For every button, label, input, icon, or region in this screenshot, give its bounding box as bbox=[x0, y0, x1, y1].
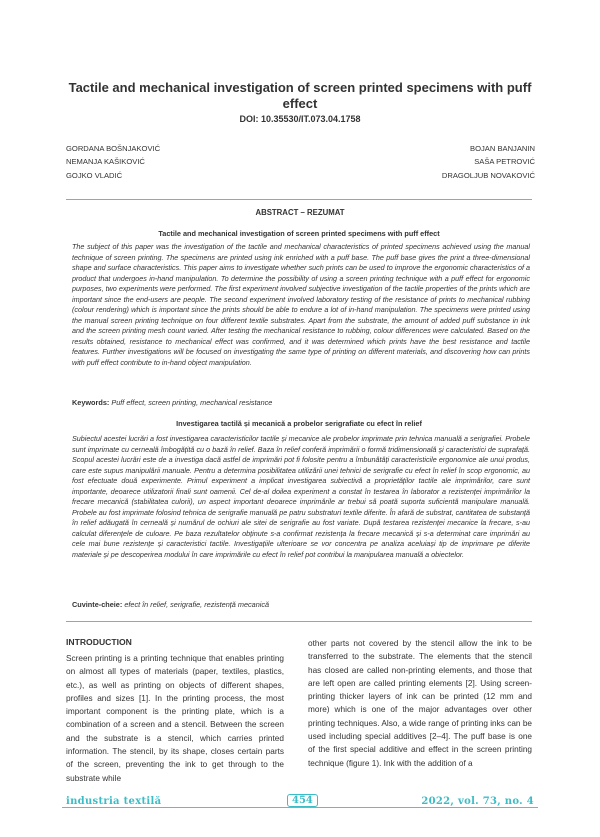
abstract-en-title: Tactile and mechanical investigation of screen printed specimens with puff effect bbox=[158, 229, 440, 238]
page-number: 454 bbox=[287, 794, 318, 807]
authors-right bbox=[442, 142, 535, 182]
issue-info: 2022, vol. 73, no. 4 bbox=[415, 796, 534, 807]
author: DRAGOLJUB NOVAKOVIĆ bbox=[441, 170, 535, 180]
page-footer bbox=[62, 796, 538, 816]
author: SAŠA PETROVIĆ bbox=[474, 157, 535, 167]
abstract-ro-text: Subiectul acestei lucrări a fost investigarea caracteristicilor tactile și mecanice ale probelor imprimate prin tehnica manuală a serigrafiei. Probele sunt imprimate cu cerneală îmbogățită cu o bază în relief. Baza în relief conferă imprimării o formă tridimensională și caracteristici de suprafață. Scopul acestei lucrări este de a investiga dacă astfel de imprimări pot fi folosite pentru a îmbunătăți caracteristicile ergonomice ale unui produs, care este supus manipulării manuale. Pentru a determina posibilitatea utilizării unei tehnici de serigrafie cu efect în relief în scop ergonomic, au fost efectuate două experimente. Primul experiment a implicat investigarea subiectivă a proprietăților tactile ale imprimărilor, care sunt importante, deoarece utilizatorii finali sunt oamenii. Cel de-al doilea experiment a constat în testarea în laborator a rezistenței imprimărilor la frecare mecanică (stabilitatea culorii), un aspect important deoarece imprimările ar trebui să poată suporta suficientă manipulare manuală. Probele au fost imprimate folosind tehnica de serigrafie manuală pe patru substraturi textile diferite. În afară de substrat, cantitatea de substanță în relief adăugată în cerneală și numărul de ochiuri ale sitei de serigrafie au fost variate. După testarea rezistenței mecanice la frecare, s-au calculat diferențele de culoare. Pe baza rezultatelor obținute s-a confirmat rezistența la frecare mecanică și s-a determinat care imprimări au cele mai bune rezistențe și caracteristici tactile. Investigațiile ulterioare se vor concentra pe analiza aceluiași tip de imprimare pe diferite materiale și pe descoperirea modului în care imprimările cu efect în relief pot contribui la manipularea manuală a obiectelor. bbox=[72, 434, 530, 560]
introduction-left-column: Screen printing is a printing technique that enables printing on almost all types of materials (paper, textiles, plastics, etc.), as well as printing on objects of different shapes, profiles and sizes [1]. In the printing process, the most important component is the printing plate, which is a combination of a screen and a stencil. Between the screen and the substrate is a stencil, which carries printed information. The stencil, by its shape, closes certain parts of the screen, preventing the ink to get through to the substrate while bbox=[66, 654, 284, 783]
keywords-label: Cuvinte-cheie: bbox=[72, 600, 123, 609]
introduction-right-column: other parts not covered by the stencil allow the ink to be transferred to the substrate. The elements that the stencil has closed are called non-printing elements, and those that are left open are called printing elements [2]. Using screen-printing thicker layers of ink can be printed (12 mm and more) which is one of the major advantages over other printing techniques. Also, a wide range of printing inks can be used including special additives [2–4]. The puff base is one of the first special additive and effect in the screen printing technique (figure 1). Ink with the addition of a bbox=[308, 639, 532, 768]
top-divider bbox=[66, 199, 532, 200]
keywords-value: efect în relief, serigrafie, rezistență mecanică bbox=[124, 600, 270, 609]
journal-name: industria textilă bbox=[66, 796, 167, 807]
keywords-label: Keywords: bbox=[72, 398, 110, 407]
introduction-heading: INTRODUCTION bbox=[66, 637, 132, 647]
footer-rule bbox=[62, 807, 538, 808]
keywords-en bbox=[72, 398, 530, 407]
article-title: Tactile and mechanical investigation of screen printed specimens with puff effect bbox=[68, 80, 532, 111]
doi: DOI: 10.35530/IT.073.04.1758 bbox=[239, 114, 361, 124]
bottom-divider bbox=[66, 621, 532, 622]
author: GOJKO VLADIĆ bbox=[66, 170, 123, 180]
keywords-ro bbox=[72, 600, 530, 609]
keywords-value: Puff effect, screen printing, mechanical resistance bbox=[111, 398, 273, 407]
author: GORDANA BOŠNJAKOVIĆ bbox=[66, 144, 161, 153]
authors-left bbox=[66, 142, 160, 182]
abstract-en-text: The subject of this paper was the investigation of the tactile and mechanical characteristics of printed specimens achieved using the manual technique of screen printing. The specimens are printed using ink enriched with a puff base. The puff base gives the print a three-dimensional shape and surface characteristics. This paper aims to investigate whether such prints can be used to improve the ergonomic characteristics of a product that undergoes in-hand manipulation. To determine the possibility of using a screen printing technique with a puff effect for ergonomic purposes, two experiments were performed. The first experiment involved subjective investigation of the tactile properties of the prints which are important since the end-users are people. The second experiment involved laboratory testing of the resistance of prints to mechanical rubbing (colour rendering) which is important since the prints should be able to endure a lot of in-hand manipulation. The specimens were printed using the manual screen printing technique on four different textile substrates. Apart from the substrate, the amount of added puff substance in ink and the screen printing mesh count varied. After testing the mechanical resistance to rubbing, colour differences were calculated. Based on the results obtained, resistance to mechanical effect was confirmed, and it was determined which prints have the best resistance and tactile features. Further investigations will be focused on investigating the same type of printing on different materials, and discovering how can prints with puff effect contribute to in-hand object manipulation. bbox=[72, 242, 530, 368]
abstract-ro-title: Investigarea tactilă și mecanică a probelor serigrafiate cu efect în relief bbox=[176, 419, 422, 428]
abstract-heading: ABSTRACT – REZUMAT bbox=[255, 208, 345, 217]
author: NEMANJA KAŠIKOVIĆ bbox=[66, 157, 145, 167]
author: BOJAN BANJANIN bbox=[470, 144, 535, 153]
